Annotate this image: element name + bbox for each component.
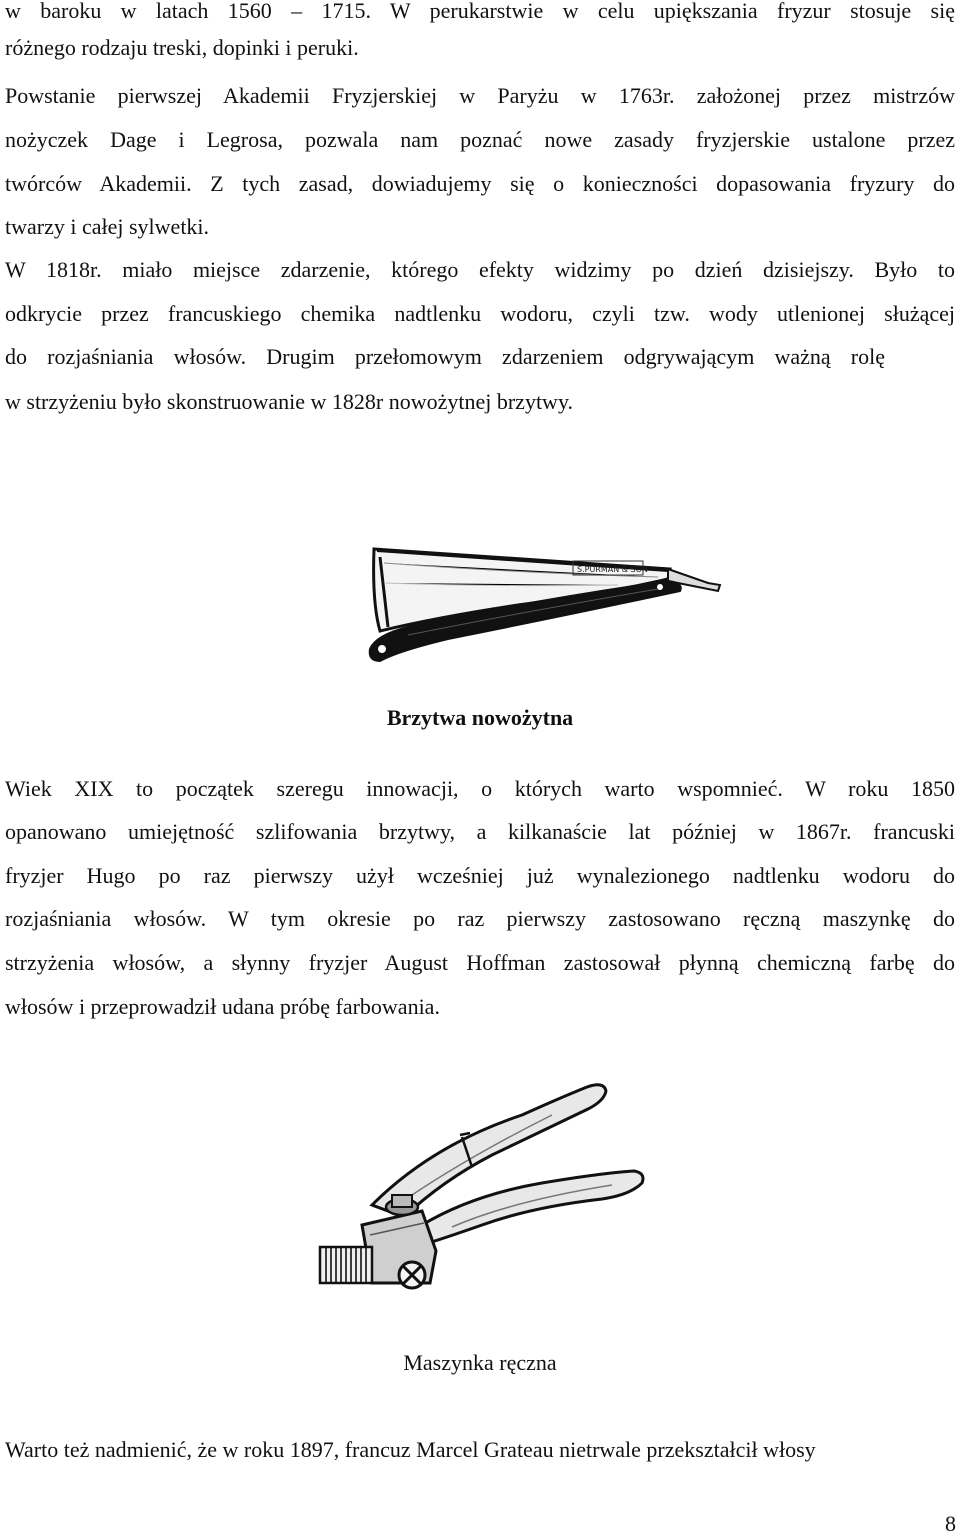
- paragraph-4-line-5: strzyżenia włosów, a słynny fryzjer August Hoffman zastosował płynną chemiczną farbę do: [5, 950, 955, 975]
- page-number: 8: [945, 1511, 956, 1536]
- paragraph-2-line-3: twórców Akademii. Z tych zasad, dowiadujemy się o konieczności dopasowania fryzury do: [5, 171, 955, 196]
- paragraph-3-line-1: W 1818r. miało miejsce zdarzenie, którego efekty widzimy po dzień dzisiejszy. Było to: [5, 257, 955, 282]
- paragraph-4-line-2: opanowano umiejętność szlifowania brzytwy, a kilkanaście lat później w 1867r. francuski: [5, 819, 955, 844]
- paragraph-4-line-4: rozjaśniania włosów. W tym okresie po raz pierwszy zastosowano ręczną maszynkę do: [5, 906, 955, 931]
- paragraph-3-line-3: do rozjaśniania włosów. Drugim przełomowym zdarzeniem odgrywającym ważną rolę: [5, 344, 885, 369]
- paragraph-2-line-1: Powstanie pierwszej Akademii Fryzjerskiej w Paryżu w 1763r. założonej przez mistrzów: [5, 83, 955, 108]
- paragraph-1-line-1: w baroku w latach 1560 – 1715. W perukarstwie w celu upiększania fryzur stosuje się: [5, 0, 955, 23]
- paragraph-2-line-4: twarzy i całej sylwetki.: [5, 214, 210, 239]
- razor-stamp-text: S.PURMAN & SON: [577, 565, 648, 574]
- hand-clipper-illustration: [312, 1075, 647, 1325]
- razor-caption: Brzytwa nowożytna: [386, 705, 574, 730]
- paragraph-4-line-1: Wiek XIX to początek szeregu innowacji, o których warto wspomnieć. W roku 1850: [5, 776, 955, 801]
- paragraph-1-line-2: różnego rodzaju treski, dopinki i peruki.: [5, 35, 359, 60]
- paragraph-4-line-6: włosów i przeprowadził udana próbę farbowania.: [5, 994, 440, 1019]
- paragraph-2-line-2: nożyczek Dage i Legrosa, pozwala nam poznać nowe zasady fryzjerskie ustalone przez: [5, 127, 955, 152]
- paragraph-3-line-4: w strzyżeniu było skonstruowanie w 1828r nowożytnej brzytwy.: [5, 389, 574, 414]
- straight-razor-illustration: [368, 543, 728, 668]
- paragraph-5-line-1: Warto też nadmienić, że w roku 1897, francuz Marcel Grateau nietrwale przekształcił włosy: [5, 1437, 816, 1462]
- clipper-caption: Maszynka ręczna: [403, 1350, 557, 1375]
- paragraph-4-line-3: fryzjer Hugo po raz pierwszy użył wcześniej już wynalezionego nadtlenku wodoru do: [5, 863, 955, 888]
- paragraph-3-line-2: odkrycie przez francuskiego chemika nadtlenku wodoru, czyli tzw. wody utlenionej służącej: [5, 301, 955, 326]
